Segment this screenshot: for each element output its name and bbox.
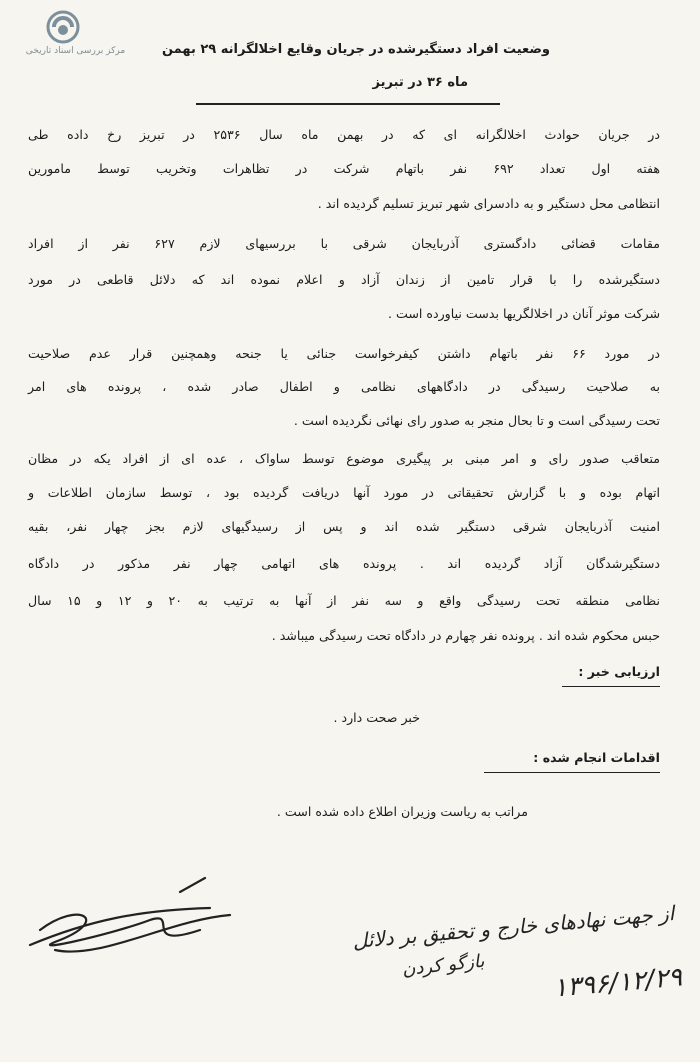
handwritten-annotation	[0, 860, 700, 1060]
paragraph-4-line-6: حبس محکوم شده اند . پرونده نفر چهارم در دادگاه تحت رسیدگی میباشد .	[271, 628, 660, 643]
evaluation-label: ارزیابی خبر :	[578, 664, 660, 679]
paragraph-4-line-3: امنیت آذربایجان شرقی دستگیر شده اند و پس از رسیدگیهای لازم بجز چهار نفر، بقیه	[28, 519, 660, 534]
paragraph-1-line-1: در جریان حوادث اخلالگرانه ای که در بهمن ماه سال ۲۵۳۶ در تبریز رخ داده طی	[28, 127, 660, 142]
actions-text: مراتب به ریاست وزیران اطلاع داده شده است .	[276, 804, 528, 819]
archive-logo	[8, 6, 143, 64]
paragraph-2-line-2: دستگیرشده را با قرار تامین از زندان آزاد و اعلام نموده اند که دلائل قاطعی در مورد	[28, 272, 660, 287]
paragraph-4-line-4: دستگیرشدگان آزاد گردیده اند . پرونده های اتهامی چهار نفر مذکور در دادگاه	[28, 556, 660, 571]
paragraph-1-line-3: انتظامی محل دستگیر و به دادسرای شهر تبریز تسلیم گردیده اند .	[317, 196, 660, 211]
evaluation-label-underline	[562, 686, 660, 687]
actions-label-underline	[484, 772, 660, 773]
paragraph-2-line-1: مقامات قضائی دادگستری آذربایجان شرقی با بررسیهای لازم ۶۲۷ نفر از افراد	[28, 236, 660, 251]
handwritten-date: ۱۳۹۶/۱۲/۲۹	[551, 962, 684, 1004]
document-title-line-2: ماه ۳۶ در تبریز	[372, 75, 468, 90]
actions-label: اقدامات انجام شده :	[533, 750, 660, 765]
signature-scribble	[30, 878, 230, 952]
title-underline	[196, 103, 500, 105]
archive-name: مرکز بررسی اسناد تاریخی	[25, 46, 126, 56]
handwritten-note-line-1: از جهت نهادهای خارج و تحقیق بر دلائل	[351, 900, 676, 954]
paragraph-4-line-5: نظامی منطقه تحت رسیدگی واقع و سه نفر از آنها به ترتیب به ۲۰ و ۱۲ و ۱۵ سال	[28, 593, 661, 608]
paragraph-4-line-1: متعاقب صدور رای و امر مبنی بر پیگیری موضوع توسط ساواک ، عده ای از افراد یکه در مظان	[28, 451, 660, 466]
evaluation-text: خبر صحت دارد .	[333, 710, 420, 725]
paragraph-2-line-3: شرکت موثر آنان در اخلالگریها بدست نیاورده است .	[387, 306, 660, 321]
archive-emblem-icon	[46, 10, 80, 44]
paragraph-3-line-2: به صلاحیت رسیدگی در دادگاههای نظامی و اطفال صادر شده ، پرونده های امر	[28, 379, 660, 394]
document-title-line-1: وضعیت افراد دستگیرشده در جریان وقایع اخلالگرانه ۲۹ بهمن	[161, 42, 550, 57]
handwritten-note-line-2: بازگو کردن	[401, 950, 486, 981]
paragraph-3-line-1: در مورد ۶۶ نفر باتهام داشتن کیفرخواست جنائی یا جنحه وهمچنین قرار عدم صلاحیت	[28, 346, 661, 361]
paragraph-4-line-2: اتهام بوده و با گزارش تحقیقاتی در مورد آنها دریافت گردیده بود ، توسط سازمان اطلاعات و	[28, 485, 660, 500]
paragraph-3-line-3: تحت رسیدگی است و تا بحال منجر به صدور رای نهائی نگردیده است .	[293, 413, 660, 428]
paragraph-1-line-2: هفته اول تعداد ۶۹۲ نفر باتهام شرکت در تظاهرات وتخریب توسط مامورین	[28, 161, 661, 176]
